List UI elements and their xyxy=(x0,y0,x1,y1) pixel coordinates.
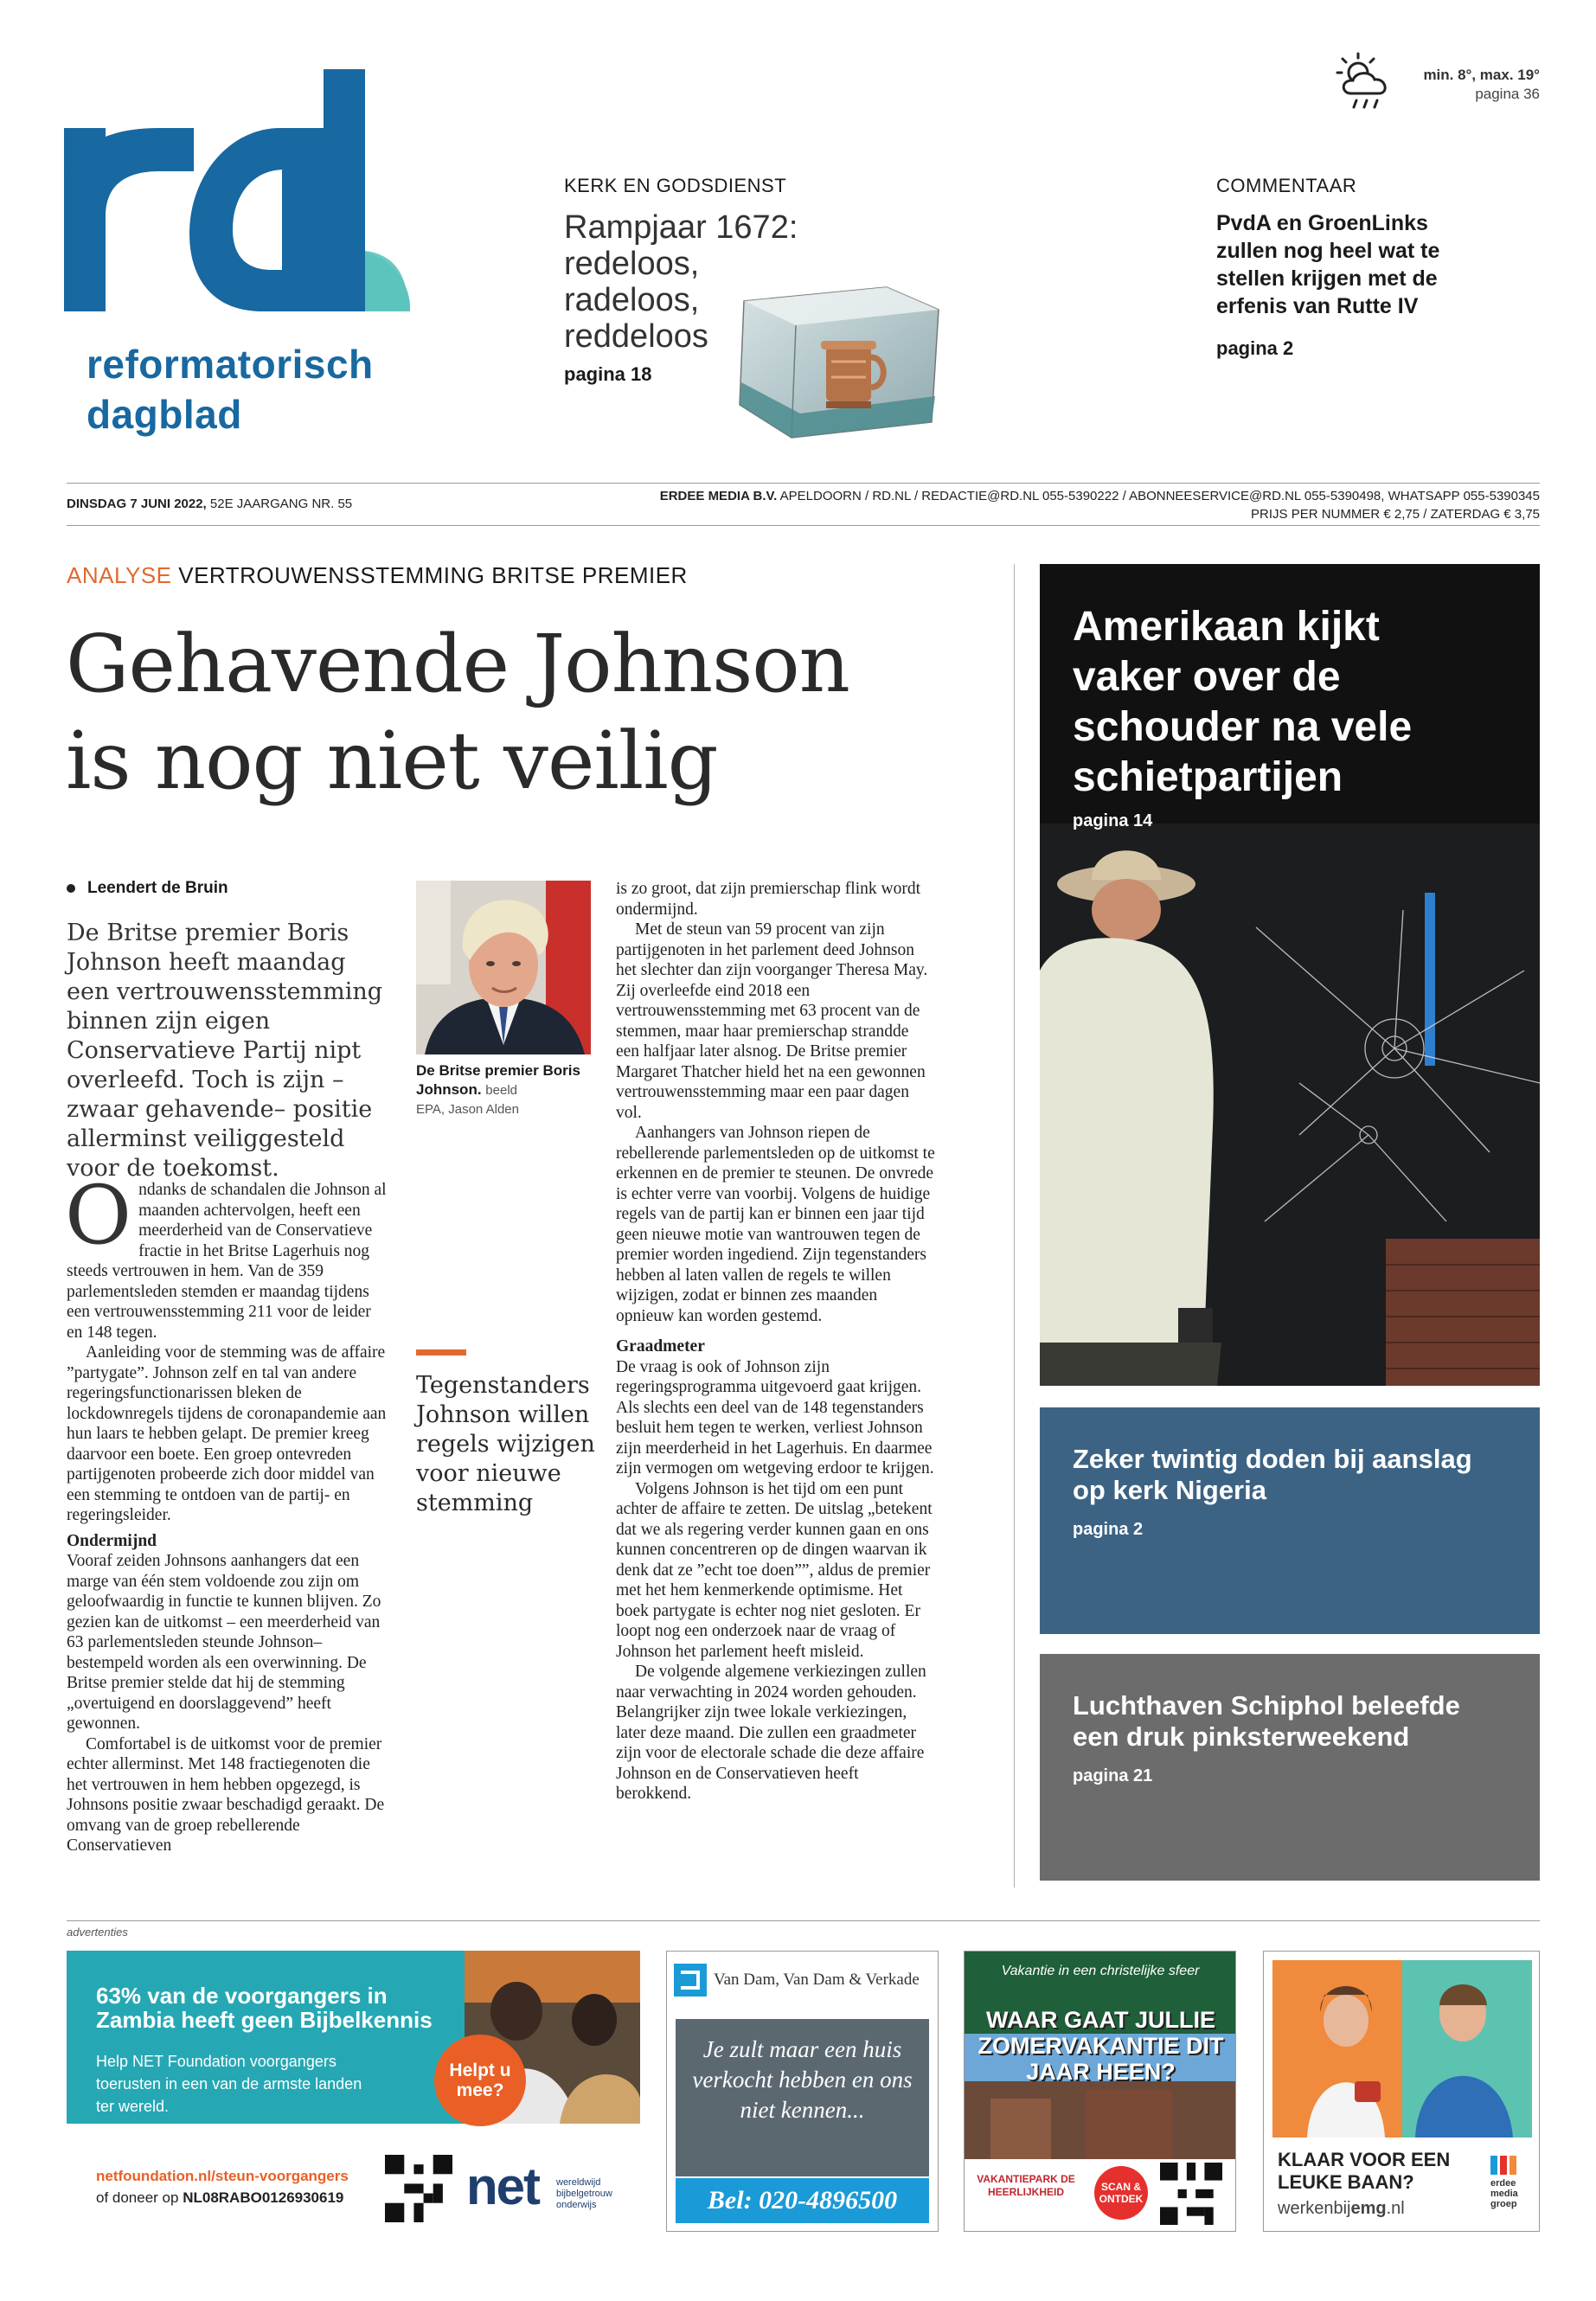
ad-net-foundation[interactable] xyxy=(67,1951,640,2232)
byline-name: Leendert de Bruin xyxy=(87,879,228,897)
byline-bullet-icon xyxy=(67,884,75,893)
ad-emg-url-pre: werkenbij xyxy=(1278,2199,1351,2218)
teaser-kerk-title-line: radeloos, xyxy=(564,282,700,318)
caption-text: De Britse premier Boris Johnson. xyxy=(416,1062,580,1098)
ad-net-cta-label: Helpt u mee? xyxy=(449,2061,511,2100)
caption-credit-label: beeld xyxy=(485,1083,517,1098)
photo-caption xyxy=(416,1061,598,1119)
article-kicker xyxy=(67,562,688,589)
logo-line-2: dagblad xyxy=(87,392,242,437)
ad-net-cta-button[interactable] xyxy=(434,2035,526,2126)
article-column-3 xyxy=(616,879,936,1804)
weather-box xyxy=(1332,48,1540,118)
promo-shooting-title: Amerikaan kijkt vaker over de schouder na vele schietpartijen xyxy=(1073,604,1413,800)
ad-vandam-firm: Van Dam, Van Dam & Verkade xyxy=(714,1971,920,1989)
promo-nigeria-page: pagina 2 xyxy=(1073,1520,1144,1539)
teaser-kerk-section: KERK EN GODSDIENST xyxy=(564,175,787,196)
ad-vakantie-headline: WAAR GAAT JULLIE ZOMERVAKANTIE DIT JAAR HEEN? xyxy=(977,2007,1224,2085)
promo-shooting[interactable] xyxy=(1040,564,1540,1386)
article-column-1 xyxy=(65,1169,391,1856)
teaser-commentaar-section: COMMENTAAR xyxy=(1216,175,1357,196)
ad-emg-logo-text: erdee media groep xyxy=(1490,2178,1518,2209)
article-paragraph: De volgende algemene verkiezingen zullen naar verwachting in 2024 worden gehouden. Belangrijker zijn twee lokale verkiezingen, later deze maand. Die zullen een graadmeter zijn voor de electorale schade die deze affaire Johnson en de Conservatieven heeft berokkend. xyxy=(616,1663,926,1803)
ad-emg-url-bold: emg xyxy=(1350,2199,1387,2218)
caption-credit: EPA, Jason Alden xyxy=(416,1102,519,1117)
article-paragraph: Met de steun van 59 procent van zijn partijgenoten in het parlement deed Johnson het slechter dan zijn voorganger Theresa May. Zij overleefde eind 2018 een vertrouwensstemming met 63 procent van de stemmen, maar haar premierschap strandde een halfjaar later alsnog. De Britse premier Margaret Thatcher hield het na een gewonnen vertrouwensstemming maar een paar dagen vol. xyxy=(616,920,928,1122)
ad-vakantie-scan-badge[interactable] xyxy=(1094,2166,1148,2220)
ad-vakantie-brand: VAKANTIEPARK DE HEERLIJKHEID xyxy=(977,2173,1075,2198)
ad-net-url[interactable]: netfoundation.nl/steun-voorgangers xyxy=(96,2168,349,2184)
article-paragraph: Comfortabel is de uitkomst voor de premier echter allerminst. Met 148 fractiegenoten die het vertrouwen in hem hebben opgezegd, is Johnsons positie zwaar beschadigd geraakt. De omvang van de groep rebellerende Conservatieven xyxy=(67,1734,385,1855)
weather-info xyxy=(1401,66,1540,104)
article-intro: De Britse premier Boris Johnson heeft maandag een vertrouwensstemming binnen zijn eigen Conservatieve Partij nipt overleefd. Toch is zijn –zwaar gehavende– positie allerminst veiliggesteld voor de toekomst. xyxy=(67,920,383,1182)
dateline-date: DINSDAG 7 JUNI 2022, xyxy=(67,497,207,511)
promo-nigeria[interactable] xyxy=(1040,1407,1540,1634)
weather-temps: min. 8°, max. 19° xyxy=(1423,67,1540,83)
ad-vakantie-scan-label: SCAN & ONTDEK xyxy=(1099,2181,1144,2205)
johnson-photo xyxy=(416,881,591,1054)
sun-cloud-rain-icon xyxy=(1332,50,1400,116)
ad-vandam-slogan: Je zult maar een huis verkocht hebben en ons niet kennen... xyxy=(676,2019,929,2176)
dateline-right xyxy=(660,487,1540,523)
article-paragraph xyxy=(65,1169,391,1343)
ad-emg-url[interactable] xyxy=(1278,2199,1405,2219)
article-paragraph: Aanleiding voor de stemming was de affaire ”partygate”. Johnson zelf en tal van andere regeringsfunctionarissen bleken de lockdownregels tijdens de coronapandemie aan hun laars te hebben gelapt. De premier kreeg daarvoor een boete. Een groep ontevreden partijgenoten probeerde zich door middel van een stemming te ontdoen van de partij- en regeringsleider. xyxy=(67,1343,387,1524)
dateline-prices: PRIJS PER NUMMER € 2,75 / ZATERDAG € 3,75 xyxy=(1251,507,1540,522)
ad-vakantie-qr-icon[interactable] xyxy=(1160,2163,1222,2225)
quote-accent-bar xyxy=(416,1349,466,1356)
ad-net-logo: net xyxy=(466,2157,539,2215)
ad-net-qr-icon[interactable] xyxy=(385,2155,452,2222)
teaser-kerk-title-line: reddeloos xyxy=(564,318,708,355)
ad-net-iban: NL08RABO0126930619 xyxy=(183,2189,344,2206)
article-headline-line: is nog niet veilig xyxy=(66,715,718,807)
teaser-commentaar-title-line: erfenis van Rutte IV xyxy=(1216,294,1419,318)
weather-page[interactable]: pagina 36 xyxy=(1475,86,1540,102)
teaser-commentaar-title-line: PvdA en GroenLinks xyxy=(1216,211,1428,235)
article-paragraph: De vraag is ook of Johnson zijn regeringsprogramma uitgevoerd gaat krijgen. Als slechts een deel van de 148 tegenstanders besluit hem tegen te werken, verliest Johnson zijn meerderheid in het Lagerhuis. En daarmee zijn vermogen om wetgeving erdoor te krijgen. xyxy=(616,1357,934,1477)
teaser-kerk-title-line: Rampjaar 1672: xyxy=(564,209,798,246)
dropcap-letter: O xyxy=(65,1169,132,1263)
article-headline xyxy=(66,616,931,810)
article-paragraph: Volgens Johnson is het tijd om een punt achter de affaire te zetten. De uitslag „betekent dat we als regering verder kunnen gaan en ons kunnen concentreren op de dingen waarvan ik denk dat ze ”echt toe doen””, aldus de premier met het hem kenmerkende optimisme. Het boek partygate is echter nog niet gesloten. Er loopt nog een onderzoek naar de vraag of Johnson het parlement heeft misleid. xyxy=(616,1479,933,1661)
teaser-kerk-title-line: redeloos, xyxy=(564,246,700,282)
ad-net-tagline: wereldwijd bijbelgetrouw onderwijs xyxy=(556,2177,612,2210)
promo-schiphol[interactable] xyxy=(1040,1654,1540,1881)
ad-vandam-header xyxy=(674,1958,931,2002)
ad-emg-logo xyxy=(1490,2156,1534,2209)
dateline-issue: 52E JAARGANG NR. 55 xyxy=(209,497,353,511)
article-subhead: Ondermijnd xyxy=(67,1531,157,1550)
ads-rule xyxy=(67,1920,1540,1921)
dateline-left xyxy=(67,497,352,511)
ad-net-iban-prefix: of doneer op xyxy=(96,2189,179,2206)
display-case-image xyxy=(731,275,943,439)
ad-net-donate xyxy=(96,2189,343,2207)
article-paragraph: Vooraf zeiden Johnsons aanhangers dat een marge van één stem voldoende zou zijn om geloofwaardig in functie te kunnen blijven. Zo gezien kan de uitkomst – een meerderheid van 63 parlementsleden steunde Johnson– bestempeld worden als een overwinning. De Britse premier stelde dat hij de stemming „overtuigend en doorslaggevend” heeft gewonnen. xyxy=(67,1552,381,1733)
ad-emg-url-post: .nl xyxy=(1386,2199,1405,2218)
article-subhead: Graadmeter xyxy=(616,1337,705,1356)
promo-schiphol-page: pagina 21 xyxy=(1073,1766,1153,1785)
teaser-commentaar-title-line: zullen nog heel wat te xyxy=(1216,239,1440,263)
article-paragraph: is zo groot, dat zijn premierschap flink wordt ondermijnd. xyxy=(616,880,920,919)
ad-emg-logo-bars-icon xyxy=(1490,2156,1534,2175)
logo-line-1: reformatorisch xyxy=(87,342,374,387)
rd-logo-mark xyxy=(64,69,410,320)
dateline-publisher: ERDEE MEDIA B.V. xyxy=(659,489,778,503)
promo-schiphol-title: Luchthaven Schiphol beleefde een druk pinksterweekend xyxy=(1073,1690,1460,1752)
dateline-contact: APELDOORN / RD.NL / REDACTIE@RD.NL 055-5390222 / ABONNEESERVICE@RD.NL 055-5390498, WHATSAPP 055-5390345 xyxy=(779,489,1540,503)
ad-vandam[interactable] xyxy=(666,1951,939,2232)
ad-emg[interactable] xyxy=(1263,1951,1540,2232)
teaser-commentaar-title-line: stellen krijgen met de xyxy=(1216,266,1438,291)
promo-shooting-page: pagina 14 xyxy=(1073,811,1153,830)
johnson-portrait-image xyxy=(416,881,591,1054)
column-divider xyxy=(1014,564,1015,1888)
teaser-commentaar-page: pagina 2 xyxy=(1216,337,1294,359)
article-paragraph-text: ndanks de schandalen die Johnson al maanden achtervolgen, heeft een meerderheid van de Conservatieve fractie in het Britse Lagerhuis nog steeds vertrouwen in hem. Van de 359 parlementsleden stemden er maandag tijdens een vertrouwensstemming 211 voor de leider en 148 tegen. xyxy=(67,1181,387,1342)
masthead-logo[interactable] xyxy=(64,69,427,450)
ad-vandam-logo-icon xyxy=(674,1964,707,1997)
teaser-commentaar[interactable] xyxy=(1216,175,1545,365)
ad-vakantie[interactable] xyxy=(964,1951,1236,2232)
article-kicker-text: VERTROUWENSSTEMMING BRITSE PREMIER xyxy=(178,562,688,588)
pull-quote: Tegenstanders Johnson willen regels wijzigen voor nieuwe stemming xyxy=(416,1372,595,1516)
article-headline-line: Gehavende Johnson xyxy=(66,618,849,710)
ad-net-headline: 63% van de voorgangers in Zambia heeft geen Bijbelkennis xyxy=(96,1983,433,2033)
teaser-kerk-page: pagina 18 xyxy=(564,363,652,385)
ads-label: advertenties xyxy=(67,1926,128,1939)
article-paragraph: Aanhangers van Johnson riepen de rebellerende parlementsleden op de uitkomst te erkennen en de premier te steunen. De onvrede is echter verre van voorbij. Volgens de huidige regels van de partij kan er binnen een jaar tijd geen nieuwe motie van wantrouwen tegen de premier worden ingediend. Zijn tegenstanders hebben al laten vallen de regels te willen wijzigen, zodat er binnen zes maanden opnieuw kan worden gestemd. xyxy=(616,1124,935,1325)
article-kicker-accent: ANALYSE xyxy=(67,562,172,588)
dateline-rule-bottom xyxy=(67,525,1540,526)
article-byline xyxy=(67,879,228,898)
promo-nigeria-title: Zeker twintig doden bij aanslag op kerk Nigeria xyxy=(1073,1444,1472,1505)
ad-emg-photo xyxy=(1272,1960,1532,2138)
teaser-commentaar-title xyxy=(1216,209,1545,320)
logo-wordmark xyxy=(87,339,374,439)
ad-emg-headline: KLAAR VOOR EEN LEUKE BAAN? xyxy=(1278,2149,1451,2193)
dateline-rule-top xyxy=(67,483,1540,484)
ad-vakantie-top: Vakantie in een christelijke sfeer xyxy=(1001,1964,1200,1978)
ad-vandam-phone[interactable]: Bel: 020-4896500 xyxy=(676,2178,929,2223)
ad-net-body: Help NET Foundation voorgangers toerusten in een van de armste landen ter wereld. xyxy=(96,2053,362,2115)
